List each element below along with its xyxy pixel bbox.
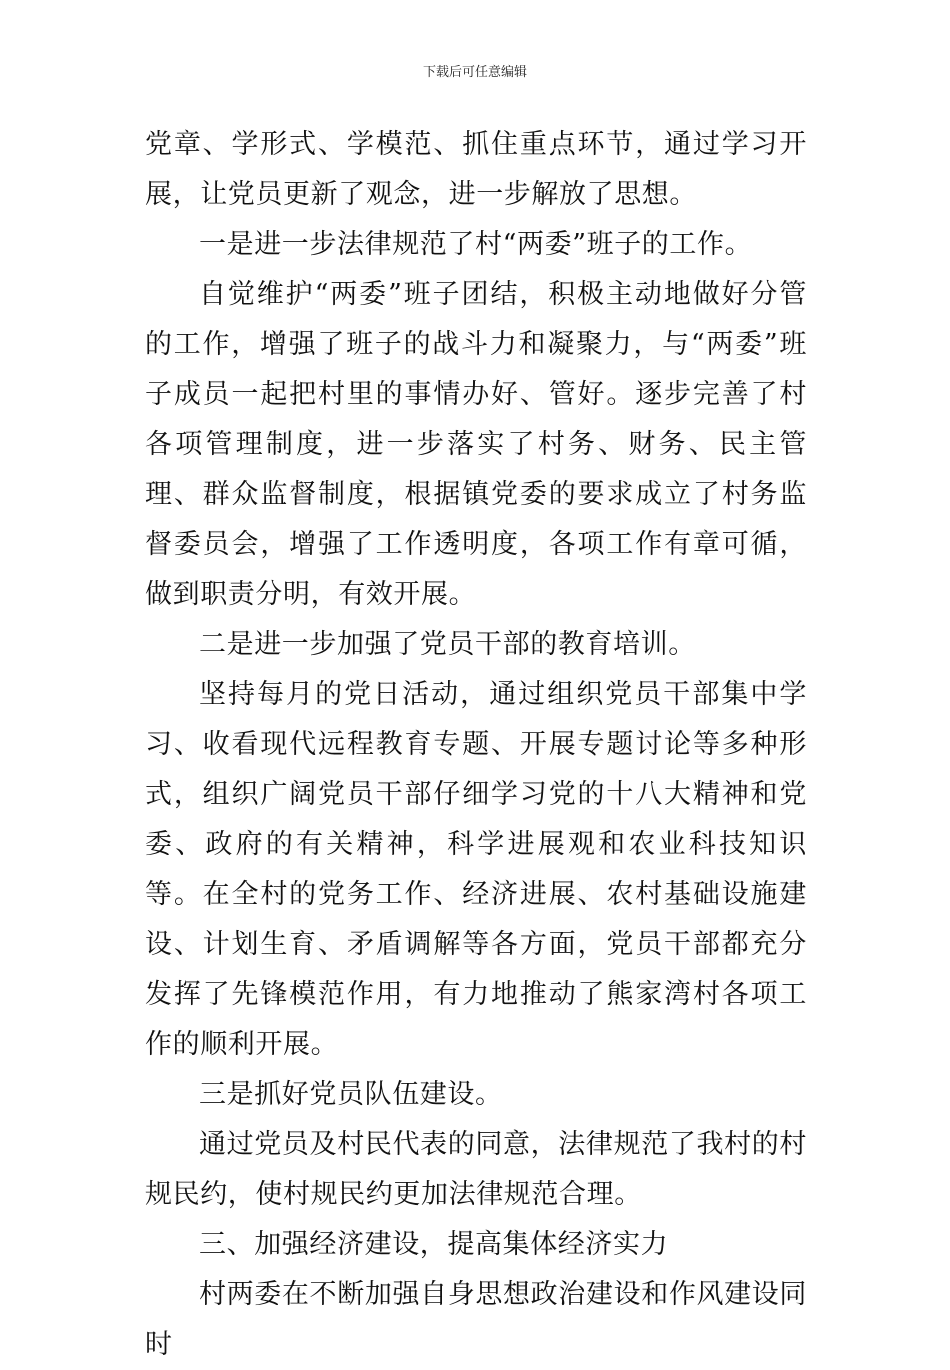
paragraph: 通过党员及村民代表的同意，法律规范了我村的村规民约，使村规民约更加法律规范合理。 [145, 1129, 807, 1210]
document-body [145, 120, 807, 1370]
paragraph: 坚持每月的党日活动，通过组织党员干部集中学习、收看现代远程教育专题、开展专题讨论等多种形式，组织广阔党员干部仔细学习党的十八大精神和党委、政府的有关精神，科学进展观和农业科技知识等。在全村的党务工作、经济进展、农村基础设施建设、计划生育、矛盾调解等各方面，党员干部都充分发挥了先锋模范作用，有力地推动了熊家湾村各项工作的顺利开展。 [145, 679, 807, 1060]
paragraph: 一是进一步法律规范了村“两委”班子的工作。 [199, 229, 753, 260]
paragraph: 党章、学形式、学模范、抓住重点环节，通过学习开展，让党员更新了观念，进一步解放了思想。 [145, 129, 807, 210]
paragraph: 自觉维护“两委”班子团结，积极主动地做好分管的工作，增强了班子的战斗力和凝聚力，与“两委”班子成员一起把村里的事情办好、管好。逐步完善了村各项管理制度，进一步落实了村务、财务、民主管理、群众监督制度，根据镇党委的要求成立了村务监督委员会，增强了工作透明度，各项工作有章可循，做到职责分明，有效开展。 [145, 279, 807, 610]
paragraph: 三、加强经济建设，提高集体经济实力 [199, 1229, 669, 1260]
page-header: 下载后可任意编辑 [422, 65, 527, 80]
paragraph: 二是进一步加强了党员干部的教育培训。 [199, 629, 696, 660]
paragraph: 三是抓好党员队伍建设。 [199, 1079, 503, 1110]
paragraph: 村两委在不断加强自身思想政治建设和作风建设同时 [145, 1279, 807, 1360]
